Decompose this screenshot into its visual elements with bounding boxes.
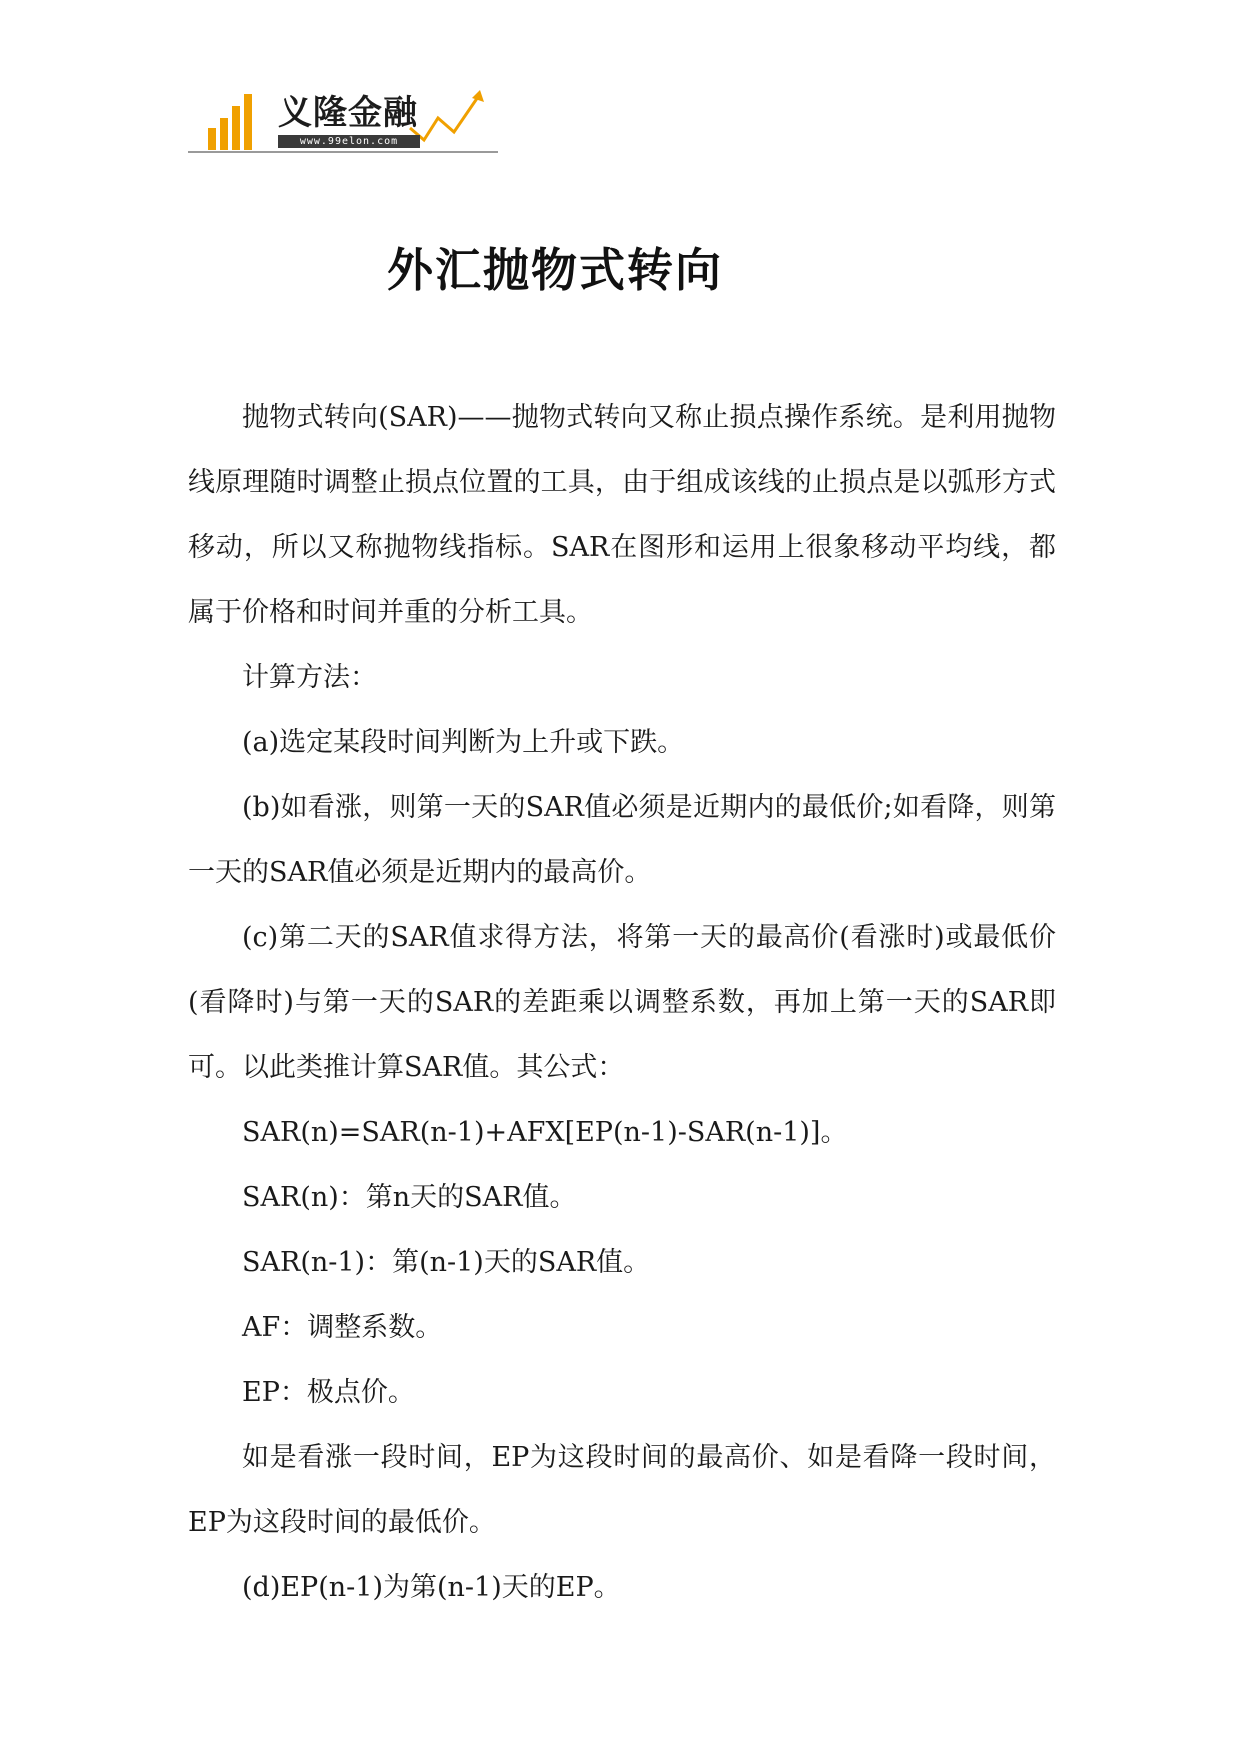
paragraph-formula: SAR(n)=SAR(n-1)+AFX[EP(n-1)-SAR(n-1)]。: [242, 1117, 848, 1148]
paragraph-def-sar-n-1: SAR(n-1)：第(n-1)天的SAR值。: [242, 1247, 651, 1278]
paragraph-def-sar-n: SAR(n)：第n天的SAR值。: [242, 1182, 577, 1213]
logo-name: 义隆金融: [278, 93, 418, 133]
paragraph-def-af: AF：调整系数。: [242, 1312, 443, 1343]
paragraph-intro: 抛物式转向(SAR)——抛物式转向又称止损点操作系统。是利用抛物线原理随时调整止损点位置的工具，由于组成该线的止损点是以弧形方式移动，所以又称抛物线指标。SAR在图形和运用上很象移动平均线，都属于价格和时间并重的分析工具。: [188, 402, 1056, 628]
paragraph-step-a: (a)选定某段时间判断为上升或下跌。: [242, 727, 685, 758]
paragraph-ep-note: 如是看涨一段时间，EP为这段时间的最高价、如是看降一段时间，EP为这段时间的最低价。: [188, 1442, 1056, 1538]
page-title: 外汇抛物式转向: [387, 243, 723, 297]
paragraph-method-heading: 计算方法：: [242, 662, 377, 693]
paragraph-step-c: (c)第二天的SAR值求得方法，将第一天的最高价(看涨时)或最低价(看降时)与第一天的SAR的差距乘以调整系数，再加上第一天的SAR即可。以此类推计算SAR值。其公式：: [188, 922, 1056, 1083]
paragraph-def-ep: EP：极点价。: [242, 1377, 415, 1408]
article-body: [188, 385, 1056, 1620]
header-divider: [188, 151, 498, 153]
paragraph-step-d: (d)EP(n-1)为第(n-1)天的EP。: [242, 1572, 621, 1603]
logo-url: www.99elon.com: [278, 135, 420, 148]
paragraph-step-b: (b)如看涨，则第一天的SAR值必须是近期内的最低价;如看降，则第一天的SAR值必须是近期内的最高价。: [188, 792, 1056, 888]
